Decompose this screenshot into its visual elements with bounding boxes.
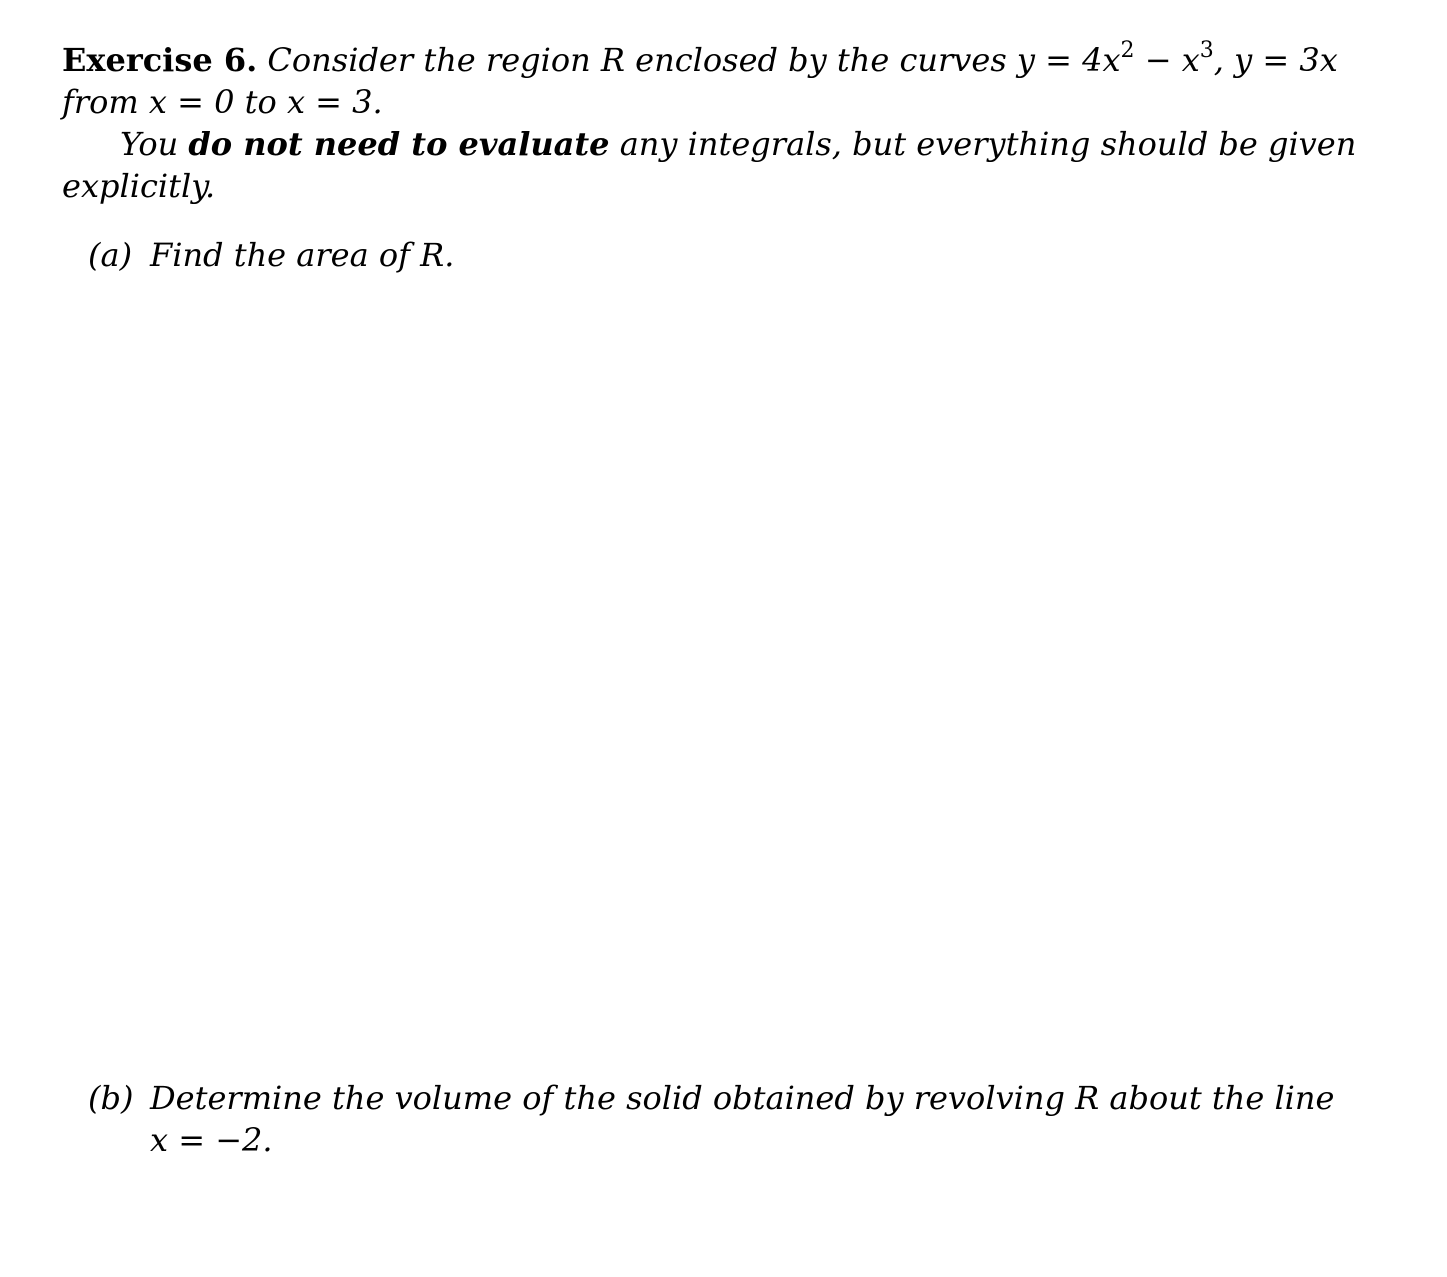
note-line-1-justified (62, 124, 1357, 164)
intro-line-1-justified (62, 38, 1338, 80)
note-suffix: any integrals, but everything should be given (609, 125, 1357, 163)
intro-text-start: Consider the region R enclosed by the curves y = 4x (267, 41, 1121, 79)
note-line-1 (62, 124, 1357, 164)
exercise-intro-line-1 (62, 38, 1338, 80)
part-a-text: Find the area of R. (150, 236, 455, 274)
note-line-2: explicitly. (62, 167, 216, 205)
intro-text-mid: − x (1134, 41, 1200, 79)
part-b-text-line-2: x = −2. (150, 1121, 273, 1159)
part-b-label: (b) (88, 1079, 134, 1117)
exercise-heading: Exercise 6. (62, 41, 258, 79)
note-prefix: You (120, 125, 189, 163)
note-emphasis: do not need to evaluate (188, 125, 610, 163)
intro-text-tail: , y = 3x (1213, 41, 1338, 79)
exercise-intro-line-2: from x = 0 to x = 3. (62, 83, 383, 121)
exponent-3: 3 (1199, 38, 1214, 64)
exponent-2: 2 (1120, 38, 1135, 64)
part-b-text-line-1 (150, 1078, 1335, 1118)
part-b-line-1-justified: Determine the volume of the solid obtained by revolving R about the line (150, 1079, 1335, 1117)
part-a-label: (a) (88, 236, 133, 274)
